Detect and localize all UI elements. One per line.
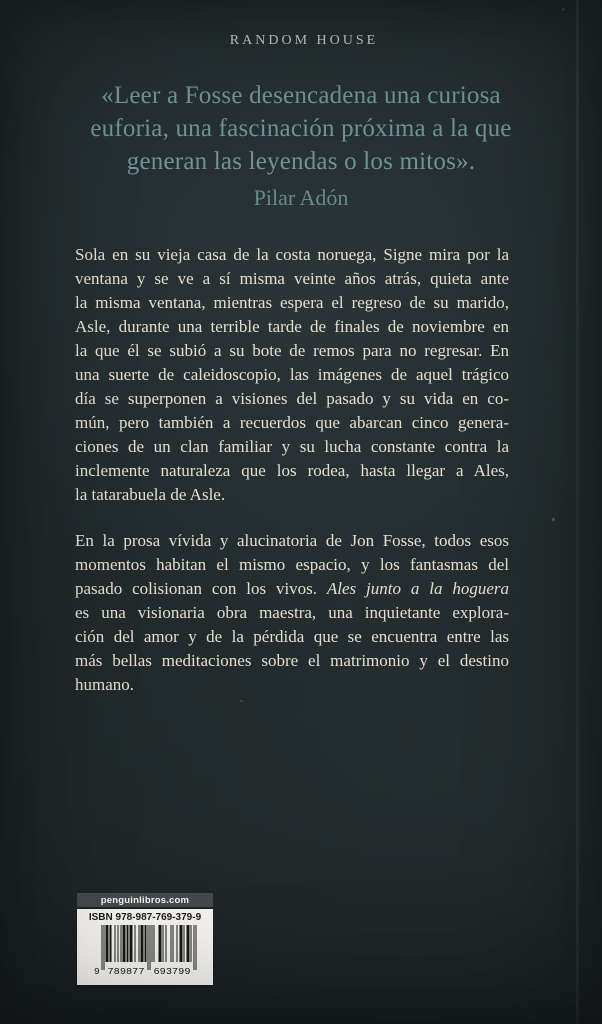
barcode-lead-digit: 9	[94, 966, 100, 976]
synopsis-line	[75, 577, 509, 601]
synopsis-paragraph	[75, 243, 509, 507]
synopsis-line: En la prosa vívida y alucinatoria de Jon Fosse, todos esos	[75, 531, 509, 550]
book-edge-highlight	[576, 0, 579, 1024]
synopsis-line: ciones de un clan familiar y su lucha constante contra la	[75, 437, 509, 456]
synopsis-line: Asle, durante una terrible tarde de finales de noviembre en	[75, 317, 509, 336]
book-title-italic: Ales junto a la hoguera	[326, 579, 509, 598]
synopsis-line: la que él se subió a su bote de remos para no regresar. En	[75, 341, 509, 360]
synopsis-line: más bellas meditaciones sobre el matrimonio y el destino	[75, 651, 509, 670]
barcode-left-digits: 789877	[107, 966, 145, 976]
synopsis-line: una suerte de caleidoscopio, las imágenes de aquel trágico	[75, 365, 509, 384]
dust-speck	[240, 700, 243, 702]
synopsis-line: la misma ventana, mientras espera el regreso de su marido,	[75, 293, 509, 312]
quote-line: generan las leyendas o los mitos».	[126, 148, 476, 175]
synopsis-line: inclemente naturaleza que los rodea, hasta llegar a Ales,	[75, 461, 509, 480]
quote-attribution: Pilar Adón	[253, 185, 349, 210]
quote-line: euforia, una fascinación próxima a la que	[90, 115, 512, 142]
dust-speck	[552, 518, 555, 521]
website-url: penguinlibros.com	[100, 894, 190, 906]
synopsis-line: momentos habitan el mismo espacio, y los fantasmas del	[75, 555, 509, 574]
isbn-label: ISBN 978-987-769-379-9	[88, 912, 202, 923]
quote-lines	[31, 79, 571, 178]
synopsis-paragraph	[75, 529, 509, 697]
barcode-right-digits: 693799	[153, 966, 191, 976]
dust-speck	[562, 8, 565, 11]
quote-line: «Leer a Fosse desencadena una curiosa	[101, 82, 501, 109]
synopsis-text: pasado colisionan con los vivos.	[75, 579, 327, 598]
synopsis-line: mún, pero también a recuerdos que abarcan cinco genera-	[75, 413, 509, 432]
publisher-imprint: RANDOM HOUSE	[229, 33, 379, 48]
synopsis-line: ción del amor y de la pérdida que se encuentra entre las	[75, 627, 509, 646]
barcode-box	[77, 909, 213, 985]
synopsis-line: Sola en su vieja casa de la costa noruega, Signe mira por la	[75, 245, 509, 264]
website-bar	[77, 893, 213, 907]
review-quote	[31, 79, 571, 211]
synopsis-line: día se superponen a visiones del pasado y su vida en co-	[75, 389, 509, 408]
synopsis-line: la tatarabuela de Asle.	[75, 485, 226, 504]
synopsis	[75, 243, 509, 697]
synopsis-line: es una visionaria obra maestra, una inquietante explora-	[75, 603, 509, 622]
ean13-barcode	[83, 925, 207, 976]
synopsis-line: ventana y se ve a sí misma veinte años atrás, quieta ante	[75, 269, 509, 288]
synopsis-line: humano.	[75, 675, 135, 694]
